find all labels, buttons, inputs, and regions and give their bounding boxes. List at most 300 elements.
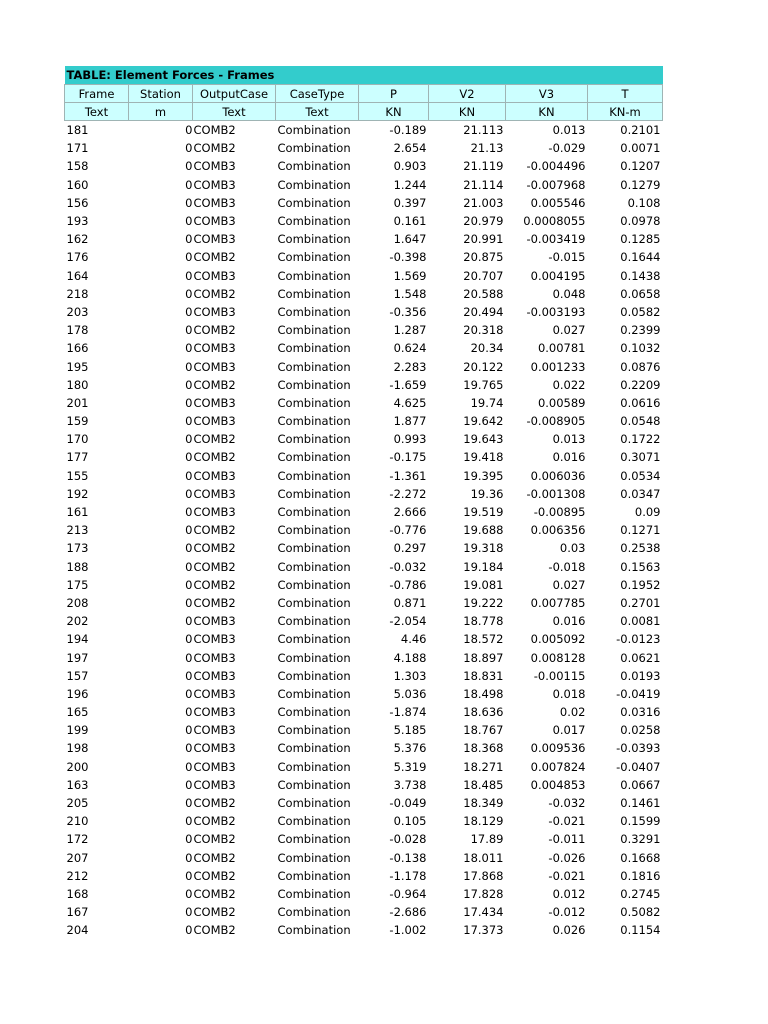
- cell-v2: 18.129: [463, 814, 504, 829]
- cell-p: 1.244: [393, 177, 427, 192]
- cell-casetype: Combination: [277, 850, 351, 865]
- cell-outputcase: COMB3: [193, 468, 236, 483]
- cell-p: -1.361: [389, 468, 427, 483]
- cell-v3: -0.00115: [533, 668, 586, 683]
- cell-outputcase: COMB3: [193, 159, 236, 174]
- cell-outputcase: COMB2: [193, 323, 236, 338]
- cell-p: 4.188: [393, 650, 427, 665]
- cell-station: 0: [185, 159, 193, 174]
- cell-v2: 19.36: [470, 486, 504, 501]
- cell-p: 0.397: [393, 195, 427, 210]
- cell-t: 0.2538: [620, 541, 661, 556]
- cell-frame: 199: [66, 723, 89, 738]
- table-row: [65, 903, 663, 921]
- cell-v2: 21.114: [463, 177, 504, 192]
- cell-frame: 188: [66, 559, 89, 574]
- cell-p: 1.877: [393, 414, 427, 429]
- cell-outputcase: COMB2: [193, 523, 236, 538]
- cell-frame: 161: [66, 505, 89, 520]
- cell-v2: 18.368: [463, 741, 504, 756]
- table-row: [65, 357, 663, 375]
- cell-v3: 0.026: [552, 923, 586, 938]
- cell-outputcase: COMB2: [193, 432, 236, 447]
- cell-t: 0.1279: [620, 177, 661, 192]
- cell-v3: 0.005092: [530, 632, 586, 647]
- cell-frame: 193: [66, 214, 89, 229]
- cell-casetype: Combination: [277, 559, 351, 574]
- cell-casetype: Combination: [277, 595, 351, 610]
- cell-p: 0.903: [393, 159, 427, 174]
- header-t: T: [588, 85, 663, 103]
- header-casetype: CaseType: [276, 85, 359, 103]
- cell-v3: -0.003419: [526, 232, 586, 247]
- cell-outputcase: COMB3: [193, 650, 236, 665]
- cell-outputcase: COMB3: [193, 304, 236, 319]
- cell-frame: 166: [66, 341, 89, 356]
- cell-v3: -0.029: [548, 141, 586, 156]
- cell-v3: -0.001308: [526, 486, 586, 501]
- cell-outputcase: COMB3: [193, 705, 236, 720]
- cell-casetype: Combination: [277, 214, 351, 229]
- cell-station: 0: [185, 559, 193, 574]
- cell-casetype: Combination: [277, 814, 351, 829]
- cell-station: 0: [185, 377, 193, 392]
- header-p: P: [359, 85, 429, 103]
- table-row: [65, 230, 663, 248]
- cell-t: 0.1816: [620, 868, 661, 883]
- cell-frame: 171: [66, 141, 89, 156]
- cell-p: 0.161: [393, 214, 427, 229]
- cell-v3: 0.016: [552, 450, 586, 465]
- cell-v3: -0.026: [548, 850, 586, 865]
- table-row: [65, 412, 663, 430]
- table-row: [65, 176, 663, 194]
- cell-station: 0: [185, 304, 193, 319]
- cell-outputcase: COMB3: [193, 177, 236, 192]
- cell-v2: 18.349: [463, 796, 504, 811]
- cell-outputcase: COMB2: [193, 796, 236, 811]
- cell-station: 0: [185, 705, 193, 720]
- cell-station: 0: [185, 268, 193, 283]
- cell-station: 0: [185, 686, 193, 701]
- cell-t: 0.0978: [620, 214, 661, 229]
- table-row: [65, 121, 663, 140]
- cell-v2: 18.767: [463, 723, 504, 738]
- cell-station: 0: [185, 286, 193, 301]
- cell-station: 0: [185, 741, 193, 756]
- table-row: [65, 430, 663, 448]
- cell-outputcase: COMB3: [193, 195, 236, 210]
- cell-station: 0: [185, 123, 193, 138]
- cell-station: 0: [185, 814, 193, 829]
- cell-casetype: Combination: [277, 359, 351, 374]
- cell-casetype: Combination: [277, 523, 351, 538]
- cell-t: 0.3071: [620, 450, 661, 465]
- cell-p: 1.287: [393, 323, 427, 338]
- cell-v3: -0.007968: [526, 177, 586, 192]
- cell-v2: 18.636: [463, 705, 504, 720]
- column-header-row: [65, 85, 663, 103]
- cell-t: 0.1271: [620, 523, 661, 538]
- cell-v2: 21.13: [470, 141, 504, 156]
- cell-t: 0.1668: [620, 850, 661, 865]
- cell-v3: 0.022: [552, 377, 586, 392]
- cell-t: 0.0071: [620, 141, 661, 156]
- cell-p: 0.105: [393, 814, 427, 829]
- cell-v3: -0.021: [548, 868, 586, 883]
- cell-casetype: Combination: [277, 577, 351, 592]
- table-row: [65, 867, 663, 885]
- cell-p: -0.175: [389, 450, 427, 465]
- cell-outputcase: COMB2: [193, 832, 236, 847]
- cell-v3: 0.03: [559, 541, 586, 556]
- cell-p: 5.036: [393, 686, 427, 701]
- table-row: [65, 812, 663, 830]
- cell-t: 0.108: [627, 195, 661, 210]
- cell-station: 0: [185, 468, 193, 483]
- cell-v3: 0.004195: [530, 268, 586, 283]
- cell-t: 0.1207: [620, 159, 661, 174]
- cell-frame: 170: [66, 432, 89, 447]
- cell-outputcase: COMB2: [193, 814, 236, 829]
- cell-p: -0.028: [389, 832, 427, 847]
- cell-v2: 18.831: [463, 668, 504, 683]
- table-row: [65, 394, 663, 412]
- cell-v3: -0.00895: [533, 505, 586, 520]
- cell-v3: -0.004496: [526, 159, 586, 174]
- cell-v3: 0.007785: [530, 595, 586, 610]
- cell-frame: 164: [66, 268, 89, 283]
- cell-casetype: Combination: [277, 432, 351, 447]
- cell-t: 0.1438: [620, 268, 661, 283]
- cell-outputcase: COMB3: [193, 614, 236, 629]
- cell-p: 2.283: [393, 359, 427, 374]
- cell-v3: 0.048: [552, 286, 586, 301]
- table-row: [65, 248, 663, 266]
- cell-casetype: Combination: [277, 323, 351, 338]
- cell-frame: 156: [66, 195, 89, 210]
- cell-t: 0.0316: [620, 705, 661, 720]
- cell-outputcase: COMB3: [193, 359, 236, 374]
- cell-v2: 17.89: [470, 832, 504, 847]
- cell-v2: 21.113: [463, 123, 504, 138]
- cell-v2: 21.003: [463, 195, 504, 210]
- cell-outputcase: COMB2: [193, 250, 236, 265]
- cell-t: 0.0548: [620, 414, 661, 429]
- cell-p: 5.319: [393, 759, 427, 774]
- cell-v3: 0.004853: [530, 777, 586, 792]
- cell-v3: 0.001233: [530, 359, 586, 374]
- cell-frame: 180: [66, 377, 89, 392]
- cell-frame: 198: [66, 741, 89, 756]
- header-outputcase: OutputCase: [193, 85, 276, 103]
- cell-v2: 20.494: [463, 304, 504, 319]
- cell-t: 0.09: [634, 505, 661, 520]
- cell-outputcase: COMB2: [193, 541, 236, 556]
- cell-t: 0.0258: [620, 723, 661, 738]
- cell-p: 0.993: [393, 432, 427, 447]
- cell-frame: 168: [66, 886, 89, 901]
- cell-casetype: Combination: [277, 668, 351, 683]
- cell-outputcase: COMB2: [193, 905, 236, 920]
- cell-t: 0.2101: [620, 123, 661, 138]
- cell-frame: 192: [66, 486, 89, 501]
- unit-row: [65, 103, 663, 121]
- cell-casetype: Combination: [277, 377, 351, 392]
- cell-station: 0: [185, 432, 193, 447]
- cell-t: 0.3291: [620, 832, 661, 847]
- cell-outputcase: COMB3: [193, 777, 236, 792]
- cell-station: 0: [185, 650, 193, 665]
- cell-p: -1.874: [389, 705, 427, 720]
- cell-p: 4.46: [400, 632, 427, 647]
- table-row: [65, 376, 663, 394]
- cell-p: -0.138: [389, 850, 427, 865]
- cell-station: 0: [185, 632, 193, 647]
- cell-frame: 163: [66, 777, 89, 792]
- cell-frame: 200: [66, 759, 89, 774]
- cell-p: 2.666: [393, 505, 427, 520]
- cell-casetype: Combination: [277, 195, 351, 210]
- cell-t: 0.0582: [620, 304, 661, 319]
- cell-outputcase: COMB3: [193, 486, 236, 501]
- cell-v2: 20.122: [463, 359, 504, 374]
- cell-frame: 167: [66, 905, 89, 920]
- cell-t: -0.0123: [616, 632, 661, 647]
- table-row: [65, 285, 663, 303]
- cell-outputcase: COMB3: [193, 232, 236, 247]
- cell-station: 0: [185, 141, 193, 156]
- cell-v3: -0.008905: [526, 414, 586, 429]
- cell-frame: 158: [66, 159, 89, 174]
- cell-frame: 194: [66, 632, 89, 647]
- cell-casetype: Combination: [277, 705, 351, 720]
- table-row: [65, 721, 663, 739]
- table-body: [65, 121, 663, 940]
- table-row: [65, 467, 663, 485]
- cell-v3: -0.018: [548, 559, 586, 574]
- cell-outputcase: COMB2: [193, 141, 236, 156]
- cell-t: 0.0621: [620, 650, 661, 665]
- cell-p: 2.654: [393, 141, 427, 156]
- table-row: [65, 594, 663, 612]
- cell-t: 0.1722: [620, 432, 661, 447]
- cell-t: 0.0616: [620, 395, 661, 410]
- cell-station: 0: [185, 577, 193, 592]
- table-row: [65, 794, 663, 812]
- cell-p: 0.624: [393, 341, 427, 356]
- cell-v3: 0.013: [552, 432, 586, 447]
- cell-station: 0: [185, 905, 193, 920]
- cell-casetype: Combination: [277, 268, 351, 283]
- cell-v3: 0.027: [552, 577, 586, 592]
- table-row: [65, 685, 663, 703]
- cell-p: -0.032: [389, 559, 427, 574]
- table-row: [65, 612, 663, 630]
- table-row: [65, 703, 663, 721]
- cell-frame: 204: [66, 923, 89, 938]
- cell-v2: 18.271: [463, 759, 504, 774]
- cell-v3: 0.007824: [530, 759, 586, 774]
- table-row: [65, 448, 663, 466]
- cell-station: 0: [185, 359, 193, 374]
- cell-frame: 175: [66, 577, 89, 592]
- cell-frame: 197: [66, 650, 89, 665]
- cell-outputcase: COMB3: [193, 741, 236, 756]
- cell-station: 0: [185, 886, 193, 901]
- cell-outputcase: COMB2: [193, 377, 236, 392]
- cell-casetype: Combination: [277, 468, 351, 483]
- cell-station: 0: [185, 214, 193, 229]
- cell-t: 0.1563: [620, 559, 661, 574]
- element-forces-table: [64, 66, 663, 939]
- cell-t: 0.1154: [620, 923, 661, 938]
- cell-station: 0: [185, 723, 193, 738]
- cell-casetype: Combination: [277, 886, 351, 901]
- cell-frame: 172: [66, 832, 89, 847]
- cell-t: 0.1461: [620, 796, 661, 811]
- cell-casetype: Combination: [277, 123, 351, 138]
- cell-p: 1.548: [393, 286, 427, 301]
- cell-v3: 0.005546: [530, 195, 586, 210]
- cell-p: 1.569: [393, 268, 427, 283]
- cell-p: -2.686: [389, 905, 427, 920]
- cell-p: -0.189: [389, 123, 427, 138]
- header-frame: Frame: [65, 85, 129, 103]
- cell-casetype: Combination: [277, 159, 351, 174]
- cell-p: -1.002: [389, 923, 427, 938]
- cell-outputcase: COMB3: [193, 505, 236, 520]
- cell-casetype: Combination: [277, 905, 351, 920]
- cell-v2: 20.707: [463, 268, 504, 283]
- cell-v2: 19.222: [463, 595, 504, 610]
- cell-station: 0: [185, 832, 193, 847]
- cell-frame: 159: [66, 414, 89, 429]
- cell-frame: 177: [66, 450, 89, 465]
- cell-v3: 0.016: [552, 614, 586, 629]
- cell-v2: 18.011: [463, 850, 504, 865]
- cell-frame: 202: [66, 614, 89, 629]
- cell-frame: 195: [66, 359, 89, 374]
- cell-casetype: Combination: [277, 614, 351, 629]
- cell-casetype: Combination: [277, 741, 351, 756]
- unit-casetype: Text: [276, 103, 359, 121]
- cell-v2: 19.184: [463, 559, 504, 574]
- cell-frame: 212: [66, 868, 89, 883]
- cell-station: 0: [185, 868, 193, 883]
- cell-casetype: Combination: [277, 541, 351, 556]
- cell-outputcase: COMB2: [193, 923, 236, 938]
- cell-t: 0.0667: [620, 777, 661, 792]
- cell-station: 0: [185, 341, 193, 356]
- cell-p: -1.178: [389, 868, 427, 883]
- cell-v3: 0.00781: [537, 341, 586, 356]
- cell-outputcase: COMB2: [193, 123, 236, 138]
- cell-v2: 19.74: [470, 395, 504, 410]
- cell-frame: 207: [66, 850, 89, 865]
- cell-t: 0.2701: [620, 595, 661, 610]
- cell-station: 0: [185, 614, 193, 629]
- cell-station: 0: [185, 323, 193, 338]
- cell-frame: 201: [66, 395, 89, 410]
- cell-v2: 19.765: [463, 377, 504, 392]
- cell-v3: -0.015: [548, 250, 586, 265]
- cell-outputcase: COMB3: [193, 759, 236, 774]
- cell-frame: 176: [66, 250, 89, 265]
- table-title-row: [65, 66, 663, 85]
- cell-frame: 160: [66, 177, 89, 192]
- cell-t: -0.0407: [616, 759, 661, 774]
- cell-outputcase: COMB2: [193, 450, 236, 465]
- cell-station: 0: [185, 777, 193, 792]
- cell-frame: 218: [66, 286, 89, 301]
- cell-v2: 18.897: [463, 650, 504, 665]
- cell-t: 0.2209: [620, 377, 661, 392]
- unit-outputcase: Text: [193, 103, 276, 121]
- table-title: TABLE: Element Forces - Frames: [65, 66, 663, 85]
- cell-p: -2.272: [389, 486, 427, 501]
- cell-v3: 0.006356: [530, 523, 586, 538]
- cell-v3: 0.006036: [530, 468, 586, 483]
- cell-p: -2.054: [389, 614, 427, 629]
- table-row: [65, 267, 663, 285]
- cell-outputcase: COMB3: [193, 395, 236, 410]
- cell-casetype: Combination: [277, 414, 351, 429]
- cell-casetype: Combination: [277, 341, 351, 356]
- element-forces-sheet: [64, 66, 663, 939]
- cell-v3: 0.0008055: [523, 214, 586, 229]
- cell-casetype: Combination: [277, 923, 351, 938]
- cell-casetype: Combination: [277, 505, 351, 520]
- cell-station: 0: [185, 668, 193, 683]
- table-row: [65, 885, 663, 903]
- cell-frame: 162: [66, 232, 89, 247]
- cell-outputcase: COMB2: [193, 886, 236, 901]
- cell-v3: -0.011: [548, 832, 586, 847]
- cell-v3: 0.02: [559, 705, 586, 720]
- cell-station: 0: [185, 523, 193, 538]
- cell-casetype: Combination: [277, 250, 351, 265]
- cell-casetype: Combination: [277, 450, 351, 465]
- cell-station: 0: [185, 923, 193, 938]
- table-row: [65, 739, 663, 757]
- cell-v3: 0.009536: [530, 741, 586, 756]
- cell-v2: 20.875: [463, 250, 504, 265]
- cell-v2: 18.485: [463, 777, 504, 792]
- cell-outputcase: COMB3: [193, 268, 236, 283]
- unit-v2: KN: [429, 103, 506, 121]
- cell-frame: 196: [66, 686, 89, 701]
- cell-v2: 19.642: [463, 414, 504, 429]
- cell-p: -1.659: [389, 377, 427, 392]
- cell-station: 0: [185, 850, 193, 865]
- cell-v3: 0.013: [552, 123, 586, 138]
- cell-p: 5.185: [393, 723, 427, 738]
- cell-v2: 19.643: [463, 432, 504, 447]
- cell-t: 0.1599: [620, 814, 661, 829]
- cell-t: -0.0419: [616, 686, 661, 701]
- cell-outputcase: COMB3: [193, 668, 236, 683]
- cell-casetype: Combination: [277, 286, 351, 301]
- cell-t: 0.1952: [620, 577, 661, 592]
- cell-frame: 178: [66, 323, 89, 338]
- cell-v3: 0.027: [552, 323, 586, 338]
- cell-casetype: Combination: [277, 141, 351, 156]
- cell-v2: 19.519: [463, 505, 504, 520]
- cell-casetype: Combination: [277, 832, 351, 847]
- cell-outputcase: COMB3: [193, 632, 236, 647]
- table-row: [65, 648, 663, 666]
